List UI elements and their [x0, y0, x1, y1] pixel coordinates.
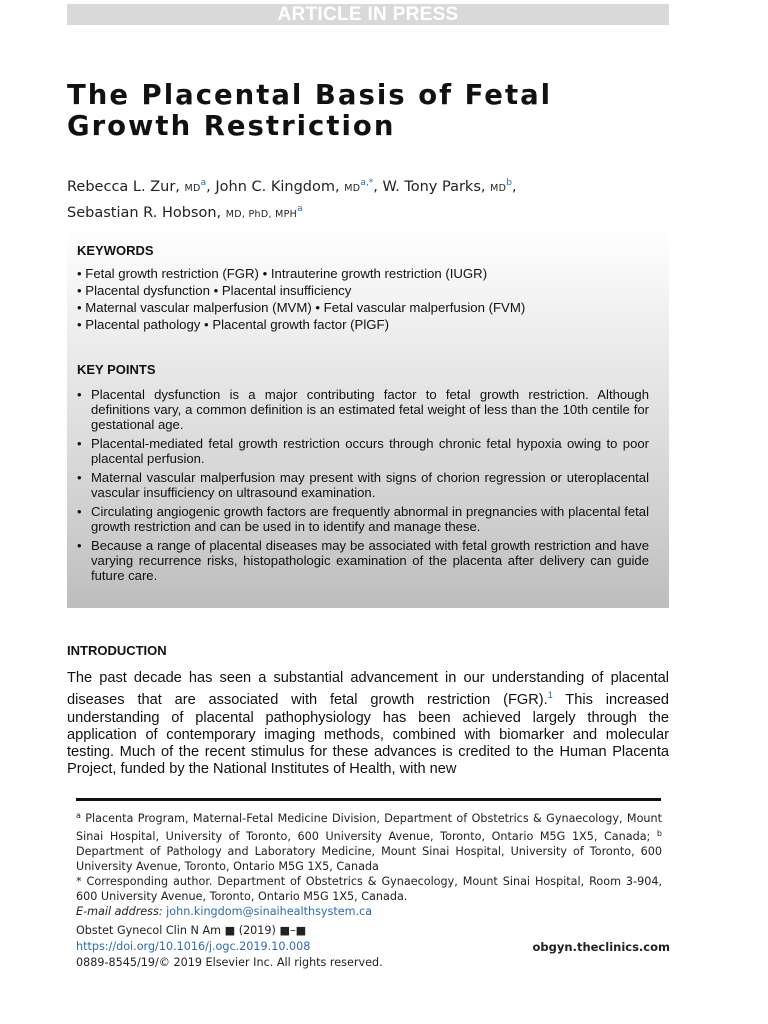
- key-point-item: • Placental dysfunction is a major contributing factor to fetal growth restriction. Although definitions vary, a common definition is an estimated fetal weight of less than the 10th centile for gestational age.: [77, 387, 649, 432]
- key-point-item: • Because a range of placental diseases may be associated with fetal growth restriction and have varying recurrence risks, histopathologic examination of the placenta after delivery can guide future care.: [77, 538, 649, 583]
- author: John C. Kingdom, $MD^{a,*}$: [215, 178, 374, 195]
- article-in-press-banner: ARTICLE IN PRESS: [67, 4, 669, 25]
- article-title: [67, 80, 667, 142]
- key-point-item: • Maternal vascular malperfusion may present with signs of chorion regression or uteroplacental vascular insufficiency on ultrasound examination.: [77, 470, 649, 500]
- journal-citation: Obstet Gynecol Clin N Am ■ (2019) ■–■: [76, 924, 307, 937]
- keyword-line: • Fetal growth restriction (FGR) • Intrauterine growth restriction (IUGR): [77, 266, 488, 281]
- affiliation-footnotes: [76, 808, 662, 919]
- keywords-keypoints-box: [67, 227, 669, 608]
- title-line-2: Growth Restriction: [67, 110, 396, 142]
- journal-info: [76, 923, 670, 971]
- copyright: 0889-8545/19/© 2019 Elsevier Inc. All rights reserved.: [76, 956, 383, 969]
- keyword-line: • Placental pathology • Placental growth factor (PlGF): [77, 317, 389, 332]
- journal-site: obgyn.theclinics.com: [532, 940, 670, 954]
- key-points-list: [77, 387, 649, 587]
- keyword-line: • Placental dysfunction • Placental insufficiency: [77, 283, 352, 298]
- keywords-heading: KEYWORDS: [77, 243, 154, 258]
- email-line: E-mail address: john.kingdom@sinaihealthsystem.ca: [76, 905, 373, 918]
- keyword-line: • Maternal vascular malperfusion (MVM) • Fetal vascular malperfusion (FVM): [77, 300, 526, 315]
- author: Rebecca L. Zur, $MD^a$: [67, 178, 207, 195]
- email-link[interactable]: john.kingdom@sinaihealthsystem.ca: [166, 905, 373, 918]
- key-points-heading: KEY POINTS: [77, 362, 156, 377]
- footnote-divider: [76, 798, 661, 801]
- author-list: Rebecca L. Zur, $MD^a$, John C. Kingdom, $MD^{a,*}$, W. Tony Parks, $MD^b$, Sebastian R. Hobson, MD, PhD, MPH$^a$: [67, 178, 517, 221]
- author: W. Tony Parks, $MD^b$: [382, 178, 512, 195]
- reference-link[interactable]: 1: [547, 690, 553, 701]
- author: Sebastian R. Hobson, MD, PhD, MPH$^a$: [67, 204, 303, 221]
- keywords-list: [77, 265, 657, 333]
- affiliations: $^a$ Placenta Program, Maternal-Fetal Medicine Division, Department of Obstetrics & Gynaecology, Mount Sinai Hospital, University of Toronto, 600 University Avenue, Toronto, Ontario M5G 1X5, Canada; $^b$ Department of Pathology and Laboratory Medicine, Mount Sinai Hospital, University of Toronto, 600 University Avenue, Toronto, Ontario M5G 1X5, Canada: [76, 811, 662, 873]
- key-point-item: • Placental-mediated fetal growth restriction occurs through chronic fetal hypoxia owing to poor placental perfusion.: [77, 436, 649, 466]
- key-point-item: • Circulating angiogenic growth factors are frequently abnormal in pregnancies with placental fetal growth restriction and can be used in to identify and manage these.: [77, 504, 649, 534]
- introduction-heading: INTRODUCTION: [67, 643, 167, 658]
- introduction-paragraph: The past decade has seen a substantial advancement in our understanding of placental diseases that are associated with fetal growth restriction (FGR).$^1$ This increased understanding of placental pathophysiology has been achieved largely through the application of contemporary imaging methods, combined with biomarker and molecular testing. Much of the recent stimulus for these advances is credited to the Human Placenta Project, funded by the National Institutes of Health, with new: [67, 670, 669, 778]
- corresponding-author: * Corresponding author. Department of Obstetrics & Gynaecology, Mount Sinai Hospital, Room 3-904, 600 University Avenue, Toronto, Ontario M5G 1X5, Canada.: [76, 875, 662, 903]
- title-line-1: The Placental Basis of Fetal: [67, 79, 553, 111]
- doi-link[interactable]: https://doi.org/10.1016/j.ogc.2019.10.008: [76, 940, 311, 953]
